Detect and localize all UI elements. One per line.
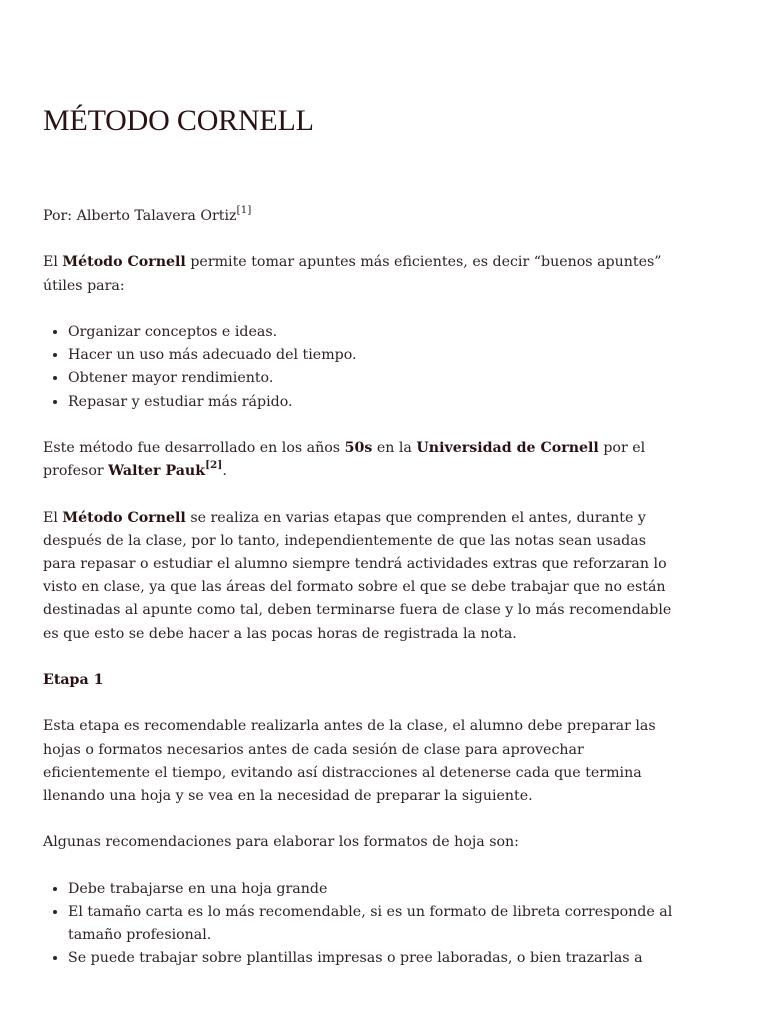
- page-title: MÉTODO CORNELL: [43, 104, 314, 137]
- stage-1-heading: Etapa 1: [43, 671, 104, 688]
- text-run: en la: [372, 439, 417, 456]
- list-item: • Obtener mayor rendimiento.: [68, 367, 673, 390]
- history-paragraph: [43, 437, 673, 483]
- recommendations-list: [43, 878, 673, 971]
- intro-paragraph: [43, 251, 673, 297]
- text-run: se realiza en varias etapas que comprenden el antes, durante y después de la clase, por lo tanto, independientemente de que las notas sean usadas para repasar o estudiar el alumno siempre tendrá actividades extras que reforzaran lo visto en clase, ya que las áreas del formato sobre el que se debe trabajar que no están destinadas al apunte como tal, deben terminarse fuera de clase y lo más recomendable es que esto se debe hacer a las pocas horas de registrada la nota.: [43, 509, 672, 642]
- list-item: • Hacer un uso más adecuado del tiempo.: [68, 344, 673, 367]
- byline: [43, 205, 673, 228]
- text-run: permite tomar apuntes más eficientes, es decir “buenos apuntes” útiles para:: [43, 254, 662, 294]
- text-run: El: [43, 254, 63, 271]
- list-item: • Debe trabajarse en una hoja grande: [68, 878, 673, 901]
- text-run: por el profesor: [43, 439, 646, 480]
- list-item: • Repasar y estudiar más rápido.: [68, 391, 673, 414]
- bold-term: 50s: [344, 439, 373, 456]
- bold-term: Método Cornell: [62, 254, 186, 271]
- recommendations-intro: Algunas recomendaciones para elaborar los formatos de hoja son:: [43, 834, 519, 851]
- byline-text: Por: Alberto Talavera Ortiz: [43, 208, 237, 224]
- footnote-ref-1[interactable]: [1]: [236, 204, 252, 217]
- footnote-ref-2[interactable]: [2]: [205, 459, 223, 472]
- bold-term: Universidad de Cornell: [416, 439, 599, 456]
- bold-term: Método Cornell: [62, 509, 186, 526]
- bold-term: Walter Pauk: [108, 463, 206, 480]
- list-item: • Se puede trabajar sobre plantillas impresas o pree laboradas, o bien trazarlas a: [68, 947, 673, 970]
- text-run: Este método fue desarrollado en los años: [43, 439, 345, 456]
- stages-paragraph: [43, 507, 673, 646]
- document-body: [43, 205, 673, 994]
- text-run: El: [43, 509, 63, 526]
- benefits-list: [43, 321, 673, 414]
- text-run: .: [222, 463, 227, 480]
- stage-1-paragraph: Esta etapa es recomendable realizarla antes de la clase, el alumno debe preparar las hojas o formatos necesarios antes de cada sesión de clase para aprovechar eficientemente el tiempo, evitando así distracciones al detenerse cada que termina llenando una hoja y se vea en la necesidad de preparar la siguiente.: [43, 718, 656, 804]
- list-item: • El tamaño carta es lo más recomendable, si es un formato de libreta corresponde al tamaño profesional.: [68, 901, 673, 947]
- list-item: • Organizar conceptos e ideas.: [68, 321, 673, 344]
